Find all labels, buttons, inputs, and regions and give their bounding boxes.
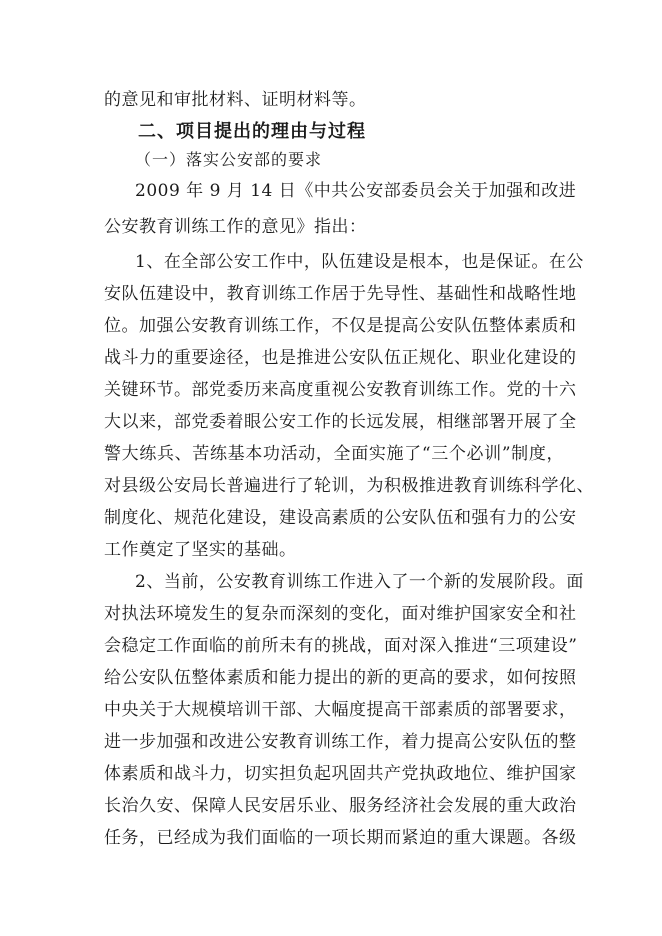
paragraph-line: 给公安队伍整体素质和能力提出的新的更高的要求，如何按照 — [104, 668, 577, 688]
paragraph-line: 安队伍建设中，教育训练工作居于先导性、基础性和战略性地 — [104, 284, 577, 304]
paragraph-line: 中央关于大规模培训干部、大幅度提高干部素质的部署要求， — [104, 700, 577, 720]
paragraph-line: 战斗力的重要途径，也是推进公安队伍正规化、职业化建设的 — [104, 348, 577, 368]
paragraph-line: 1、在全部公安工作中，队伍建设是根本，也是保证。在公 — [135, 252, 584, 272]
paragraph-line: 长治久安、保障人民安居乐业、服务经济社会发展的重大政治 — [104, 796, 577, 816]
paragraph-line: 公安教育训练工作的意见》指出： — [104, 217, 367, 237]
paragraph-line: 警大练兵、苦练基本功活动，全面实施了“三个必训”制度， — [104, 444, 564, 464]
paragraph-line: 工作奠定了坚实的基础。 — [104, 540, 297, 560]
continuation-line: 的意见和审批材料、证明材料等。 — [104, 90, 367, 110]
paragraph-line: 对县级公安局长普遍进行了轮训，为积极推进教育训练科学化、 — [104, 476, 594, 496]
paragraph-line: 会稳定工作面临的前所未有的挑战，面对深入推进“三项建设” — [104, 636, 578, 656]
paragraph-line: 位。加强公安教育训练工作，不仅是提高公安队伍整体素质和 — [104, 316, 577, 336]
paragraph-line: 2、当前，公安教育训练工作进入了一个新的发展阶段。面 — [135, 572, 584, 592]
paragraph-line: 进一步加强和改进公安教育训练工作，着力提高公安队伍的整 — [104, 732, 577, 752]
paragraph-line: 对执法环境发生的复杂而深刻的变化，面对维护国家安全和社 — [104, 604, 577, 624]
subsection-heading: （一）落实公安部的要求 — [135, 150, 323, 169]
paragraph-line: 关键环节。部党委历来高度重视公安教育训练工作。党的十六 — [104, 380, 577, 400]
paragraph-line: 2009 年 9 月 14 日《中共公安部委员会关于加强和改进 — [135, 181, 577, 201]
paragraph-line: 制度化、规范化建设，建设高素质的公安队伍和强有力的公安 — [104, 508, 577, 528]
paragraph-line: 体素质和战斗力，切实担负起巩固共产党执政地位、维护国家 — [104, 764, 577, 784]
paragraph-line: 任务，已经成为我们面临的一项长期而紧迫的重大课题。各级 — [104, 828, 577, 848]
paragraph-line: 大以来，部党委着眼公安工作的长远发展，相继部署开展了全 — [104, 412, 577, 432]
section-heading: 二、项目提出的理由与过程 — [138, 121, 366, 142]
